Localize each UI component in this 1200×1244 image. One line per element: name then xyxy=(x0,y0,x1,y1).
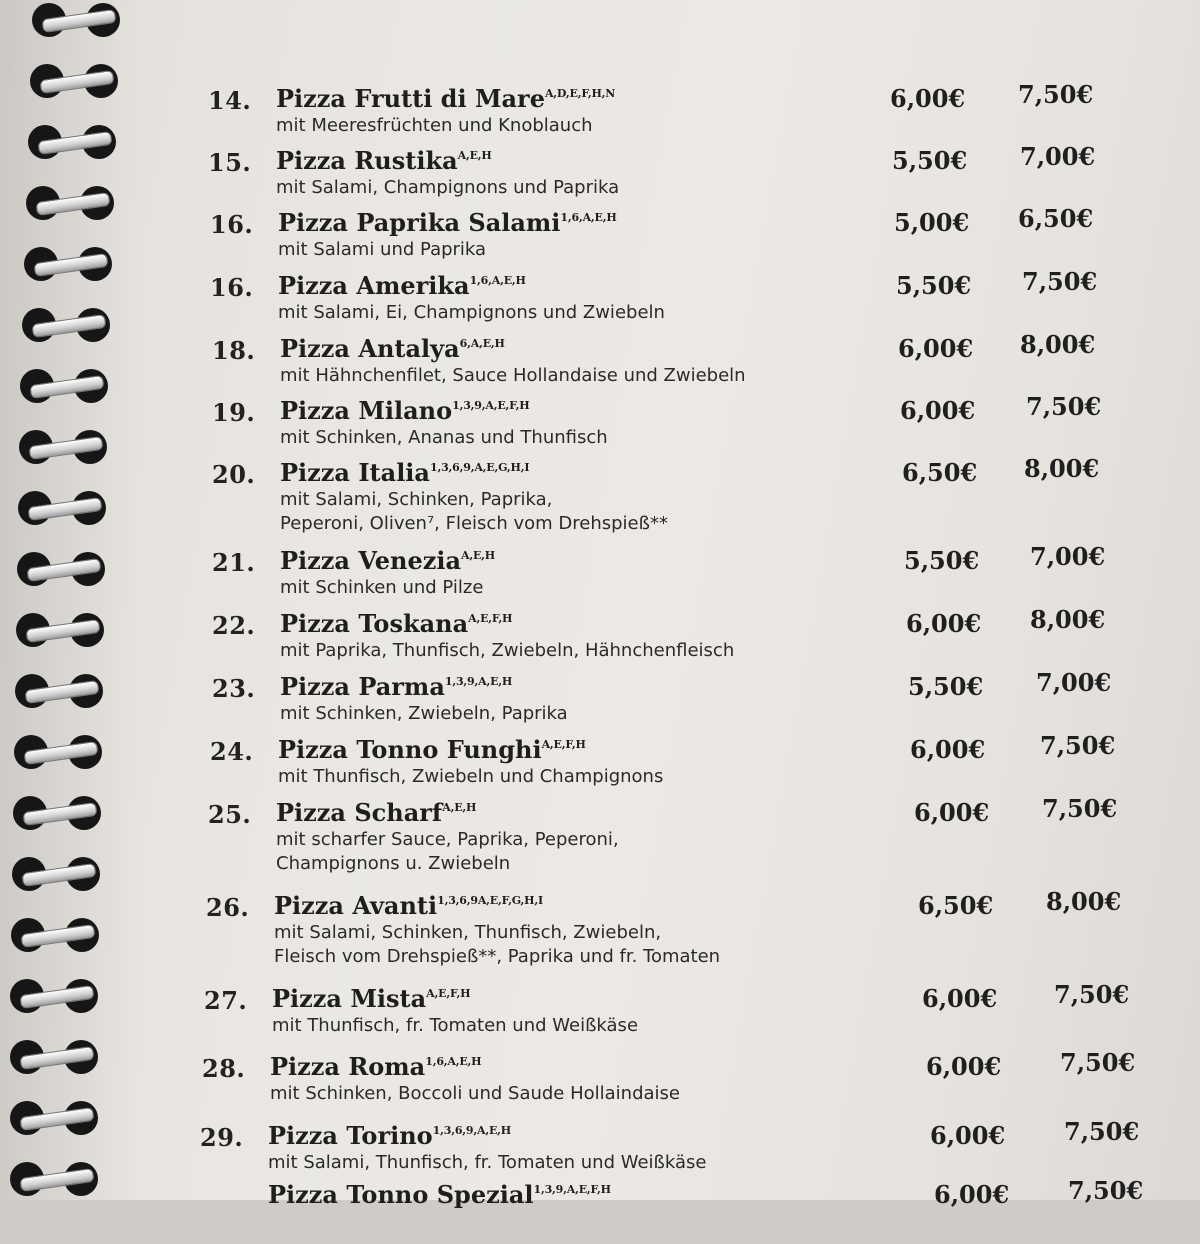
item-number: 18. xyxy=(212,336,256,365)
price-small: 5,50€ xyxy=(908,672,984,701)
description-line: mit scharfer Sauce, Paprika, Peperoni, xyxy=(276,829,619,850)
description-line: mit Hähnchenfilet, Sauce Hollandaise und Zwiebeln xyxy=(280,365,746,386)
item-description xyxy=(280,576,483,600)
item-number: 21. xyxy=(212,548,256,577)
description-line: mit Schinken, Zwiebeln, Paprika xyxy=(280,703,568,724)
price-large: 7,50€ xyxy=(1026,392,1102,421)
price-small: 6,00€ xyxy=(900,396,976,425)
item-description xyxy=(278,238,486,262)
price-small: 5,50€ xyxy=(892,146,968,175)
menu-item xyxy=(212,542,1192,610)
item-name-text: Pizza Scharf xyxy=(276,798,443,827)
item-name xyxy=(276,146,492,175)
item-description xyxy=(280,426,608,450)
item-name xyxy=(276,84,615,113)
price-small: 5,00€ xyxy=(894,208,970,237)
item-description xyxy=(272,1014,638,1038)
menu-item xyxy=(200,1176,1180,1244)
item-number: 16. xyxy=(210,273,254,302)
item-description xyxy=(280,488,668,536)
price-small: 6,50€ xyxy=(902,458,978,487)
menu-item xyxy=(212,668,1192,736)
item-allergens: A,E,H xyxy=(442,801,477,814)
description-line: mit Salami, Ei, Champignons und Zwiebeln xyxy=(278,302,665,323)
description-line: mit Schinken, Boccoli und Saude Hollaindaise xyxy=(270,1083,681,1104)
item-allergens: A,E,F,H xyxy=(541,738,586,751)
item-description xyxy=(276,176,619,200)
description-line: Peperoni, Oliven⁷, Fleisch vom Drehspieß** xyxy=(280,513,668,534)
description-line: mit Salami, Schinken, Paprika, xyxy=(280,489,553,510)
item-name xyxy=(280,609,512,638)
menu-item xyxy=(212,330,1192,398)
price-large: 8,00€ xyxy=(1020,330,1096,359)
description-line: mit Salami, Schinken, Thunfisch, Zwiebeln, xyxy=(274,922,662,943)
price-small: 6,00€ xyxy=(922,984,998,1013)
item-name-text: Pizza Roma xyxy=(270,1052,426,1081)
item-name-text: Pizza Torino xyxy=(268,1121,433,1150)
item-name-text: Pizza Antalya xyxy=(280,334,460,363)
item-name-text: Pizza Tonno Funghi xyxy=(278,735,542,764)
price-large: 7,50€ xyxy=(1018,80,1094,109)
item-number: 22. xyxy=(212,611,256,640)
item-allergens: A,E,H xyxy=(457,149,492,162)
price-small: 6,00€ xyxy=(890,84,966,113)
price-small: 6,00€ xyxy=(914,798,990,827)
item-number: 24. xyxy=(210,737,254,766)
item-number: 14. xyxy=(208,86,252,115)
item-name xyxy=(274,891,543,920)
item-name xyxy=(268,1121,511,1150)
price-small: 6,00€ xyxy=(910,735,986,764)
item-description xyxy=(276,828,619,876)
description-line: mit Thunfisch, fr. Tomaten und Weißkäse xyxy=(272,1015,639,1036)
item-description xyxy=(280,364,746,388)
item-name xyxy=(272,984,470,1013)
item-allergens: 1,3,9,A,E,F,H xyxy=(533,1183,611,1196)
item-number: 19. xyxy=(212,398,256,427)
price-small: 5,50€ xyxy=(896,271,972,300)
item-allergens: 1,3,9,A,E,H xyxy=(444,675,513,688)
price-large: 7,50€ xyxy=(1054,980,1130,1009)
item-name xyxy=(280,396,530,425)
item-number: 20. xyxy=(212,460,256,489)
menu-item xyxy=(200,1117,1180,1185)
price-large: 7,50€ xyxy=(1060,1048,1136,1077)
item-description xyxy=(278,765,663,789)
item-number: 28. xyxy=(202,1054,246,1083)
price-small: 6,00€ xyxy=(930,1121,1006,1150)
item-name xyxy=(278,271,526,300)
item-name-text: Pizza Amerika xyxy=(278,271,470,300)
menu-item xyxy=(204,980,1184,1048)
price-large: 8,00€ xyxy=(1030,605,1106,634)
item-name xyxy=(276,798,476,827)
description-line: mit Meeresfrüchten und Knoblauch xyxy=(276,115,593,136)
price-small: 5,50€ xyxy=(904,546,980,575)
item-name xyxy=(278,735,586,764)
price-small: 6,50€ xyxy=(918,891,994,920)
item-allergens: A,E,F,H xyxy=(468,612,513,625)
description-line: mit Salami und Paprika xyxy=(278,239,487,260)
menu-item xyxy=(210,731,1190,799)
description-line: mit Salami, Thunfisch, fr. Tomaten und Weißkäse xyxy=(268,1152,707,1173)
item-name-text: Pizza Tonno Spezial xyxy=(268,1180,534,1209)
item-number: 25. xyxy=(208,800,252,829)
description-line: mit Schinken und Pilze xyxy=(280,577,484,598)
price-large: 7,50€ xyxy=(1068,1176,1144,1205)
item-name-text: Pizza Toskana xyxy=(280,609,469,638)
item-name-text: Pizza Parma xyxy=(280,672,445,701)
description-line: mit Salami, Champignons und Paprika xyxy=(276,177,620,198)
description-line: mit Thunfisch, Zwiebeln und Champignons xyxy=(278,766,664,787)
item-name xyxy=(268,1180,611,1209)
price-large: 7,00€ xyxy=(1036,668,1112,697)
item-name-text: Pizza Rustika xyxy=(276,146,458,175)
menu-item xyxy=(212,605,1192,673)
item-description xyxy=(280,702,568,726)
item-name xyxy=(280,546,495,575)
item-number: 29. xyxy=(200,1123,244,1152)
item-name xyxy=(280,334,505,363)
item-description xyxy=(278,301,665,325)
item-allergens: 1,3,9,A,E,F,H xyxy=(452,399,530,412)
item-number: 15. xyxy=(208,148,252,177)
item-allergens: 1,3,6,9,A,E,H xyxy=(432,1124,511,1137)
item-name xyxy=(270,1052,481,1081)
item-number: 26. xyxy=(206,893,250,922)
item-allergens: A,D,E,F,H,N xyxy=(544,87,616,100)
item-description xyxy=(280,639,734,663)
item-description xyxy=(276,114,593,138)
item-name-text: Pizza Mista xyxy=(272,984,427,1013)
item-number: 23. xyxy=(212,674,256,703)
item-allergens: 6,A,E,H xyxy=(459,337,505,350)
description-line: mit Schinken, Ananas und Thunfisch xyxy=(280,427,608,448)
item-allergens: 1,6,A,E,H xyxy=(425,1055,482,1068)
description-line: Fleisch vom Drehspieß**, Paprika und fr. Tomaten xyxy=(274,946,721,967)
menu-item xyxy=(208,142,1188,210)
menu-item xyxy=(210,204,1190,272)
item-allergens: 1,6,A,E,H xyxy=(469,274,526,287)
item-name-text: Pizza Venezia xyxy=(280,546,462,575)
price-large: 7,50€ xyxy=(1022,267,1098,296)
item-number: 27. xyxy=(204,986,248,1015)
menu-item xyxy=(210,267,1190,335)
menu-item xyxy=(212,454,1192,534)
price-large: 8,00€ xyxy=(1024,454,1100,483)
item-name-text: Pizza Milano xyxy=(280,396,453,425)
item-name xyxy=(280,458,529,487)
price-large: 8,00€ xyxy=(1046,887,1122,916)
menu-item xyxy=(202,1048,1182,1116)
item-number: 16. xyxy=(210,210,254,239)
item-name xyxy=(278,208,617,237)
price-large: 7,50€ xyxy=(1042,794,1118,823)
item-allergens: 1,3,6,9A,E,F,G,H,I xyxy=(437,894,543,907)
item-allergens: A,E,H xyxy=(461,549,496,562)
price-small: 6,00€ xyxy=(926,1052,1002,1081)
price-large: 7,00€ xyxy=(1020,142,1096,171)
item-name-text: Pizza Italia xyxy=(280,458,430,487)
menu-item xyxy=(208,80,1188,148)
price-large: 7,50€ xyxy=(1064,1117,1140,1146)
item-description xyxy=(268,1151,706,1175)
price-large: 7,00€ xyxy=(1030,542,1106,571)
price-small: 6,00€ xyxy=(934,1180,1010,1209)
item-description xyxy=(270,1082,680,1106)
menu-item xyxy=(208,794,1188,874)
price-small: 6,00€ xyxy=(906,609,982,638)
price-large: 6,50€ xyxy=(1018,204,1094,233)
item-description xyxy=(274,921,720,969)
item-name-text: Pizza Frutti di Mare xyxy=(276,84,545,113)
description-line: Champignons u. Zwiebeln xyxy=(276,853,511,874)
item-allergens: 1,6,A,E,H xyxy=(560,211,617,224)
price-large: 7,50€ xyxy=(1040,731,1116,760)
description-line: mit Paprika, Thunfisch, Zwiebeln, Hähnchenfleisch xyxy=(280,640,735,661)
item-allergens: 1,3,6,9,A,E,G,H,I xyxy=(429,461,530,474)
price-small: 6,00€ xyxy=(898,334,974,363)
item-name xyxy=(280,672,512,701)
menu-item xyxy=(212,392,1192,460)
item-allergens: A,E,F,H xyxy=(426,987,471,1000)
item-name-text: Pizza Avanti xyxy=(274,891,438,920)
item-name-text: Pizza Paprika Salami xyxy=(278,208,561,237)
menu-item xyxy=(206,887,1186,967)
